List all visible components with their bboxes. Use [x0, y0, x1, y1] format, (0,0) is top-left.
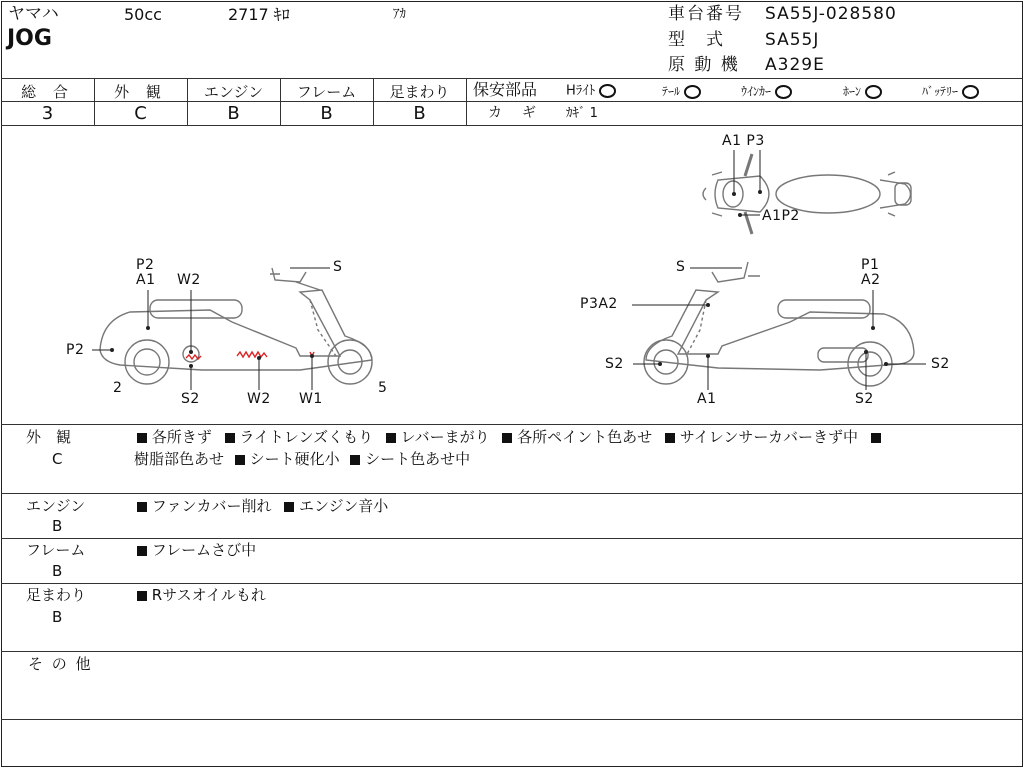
grade-value-frame: B [320, 103, 333, 124]
detail-label-other: そ の 他 [28, 655, 93, 673]
annotation-left-p2-side: P2 [66, 342, 85, 358]
annotation-right-a2: A2 [861, 272, 881, 288]
safety-item-headlight: Hﾗｲﾄ [566, 84, 616, 98]
detail-grade-exterior: C [52, 450, 63, 468]
grade-label-exterior: 外 観 [114, 83, 167, 101]
safety-label: 保安部品 [473, 80, 538, 99]
grade-label-engine: エンジン [203, 83, 264, 101]
damage-marks [186, 352, 314, 359]
detail-label-engine: エンジン [26, 497, 86, 515]
safety-item-horn: ﾎｰﾝ [843, 85, 882, 99]
annotation-left-s: S [333, 259, 343, 275]
detail-grade-suspension: B [52, 608, 63, 626]
annotation-left-s2: S2 [181, 391, 200, 407]
bullet-icon [235, 455, 245, 465]
annotation-left-2: 2 [113, 380, 123, 396]
model-name: JOG [7, 26, 52, 51]
engine-value: A329E [765, 55, 825, 75]
safety-item-winker: ｳｲﾝｶｰ [741, 85, 792, 99]
detail-notes-exterior-line1: 各所きず ライトレンズくもり レバーまがり 各所ペイント色あせ サイレンサーカバーきず中 [137, 430, 881, 445]
bullet-icon [502, 433, 512, 443]
detail-notes-suspension: Rサスオイルもれ [137, 588, 266, 603]
type-value: SA55J [765, 30, 820, 50]
detail-notes-frame: フレームさび中 [137, 543, 256, 558]
grade-value-overall: 3 [41, 103, 54, 124]
bullet-icon [386, 433, 396, 443]
bullet-icon [137, 433, 147, 443]
divider [1, 583, 1022, 584]
bullet-icon [350, 455, 360, 465]
detail-label-frame: フレーム [26, 541, 86, 559]
detail-label-exterior: 外 観 [26, 428, 72, 446]
bullet-icon [137, 502, 147, 512]
divider [1, 493, 1022, 494]
safety-item-battery: ﾊﾞｯﾃﾘｰ [922, 85, 979, 99]
annotation-right-s2-bottom: S2 [855, 391, 874, 407]
annotation-left-a1: A1 [136, 272, 156, 288]
bullet-icon [137, 546, 147, 556]
annotation-right-p1: P1 [861, 257, 880, 273]
grade-value-engine: B [227, 103, 240, 124]
color: ｱｶ [393, 7, 406, 22]
bullet-icon [284, 502, 294, 512]
grade-label-overall: 総 合 [21, 83, 74, 101]
detail-grade-frame: B [52, 562, 63, 580]
chassis-label: 車台番号 [668, 4, 744, 24]
key-value: ｶｷﾞ 1 [566, 106, 598, 121]
annotation-left-w1: W1 [299, 391, 323, 407]
engine-label: 原 動 機 [668, 55, 740, 75]
detail-notes-engine: ファンカバー削れ エンジン音小 [137, 499, 388, 514]
annotation-right-s2-left: S2 [605, 356, 624, 372]
detail-notes-exterior-line2: 樹脂部色あせ シート硬化小 シート色あせ中 [134, 450, 471, 468]
maker: ヤマハ [8, 4, 59, 24]
grade-value-suspension: B [413, 103, 426, 124]
divider [1, 651, 1022, 652]
annotation-right-a1: A1 [697, 391, 717, 407]
annotation-left-p2: P2 [136, 257, 155, 273]
annotation-right-s2-right: S2 [931, 356, 950, 372]
bullet-icon [665, 433, 675, 443]
annotation-right-p3a2: P3A2 [580, 296, 618, 312]
bullet-icon [225, 433, 235, 443]
bullet-icon [871, 433, 881, 443]
chassis-value: SA55J-028580 [765, 4, 897, 24]
detail-label-suspension: 足まわり [26, 586, 87, 604]
displacement: 50cc [124, 5, 162, 24]
annotation-right-s: S [676, 259, 686, 275]
annotation-left-w2-bottom: W2 [247, 391, 271, 407]
annotation-left-w2: W2 [177, 272, 201, 288]
leader-lines [92, 150, 926, 390]
mileage: 2717 ｷﾛ [228, 5, 290, 24]
divider [1, 719, 1022, 720]
divider [1, 538, 1022, 539]
detail-grade-engine: B [52, 517, 63, 535]
annotation-left-5: 5 [378, 380, 388, 396]
grade-label-suspension: 足まわり [389, 83, 450, 101]
grade-value-exterior: C [134, 103, 147, 124]
bullet-icon [137, 591, 147, 601]
grade-label-frame: フレーム [296, 83, 357, 101]
annotation-top-a1p2: A1P2 [762, 208, 800, 224]
annotation-top-a1p3: A1 P3 [722, 133, 765, 149]
safety-item-tail: ﾃｰﾙ [662, 85, 701, 99]
type-label: 型 式 [668, 30, 725, 50]
key-label: カ ギ [488, 105, 539, 121]
